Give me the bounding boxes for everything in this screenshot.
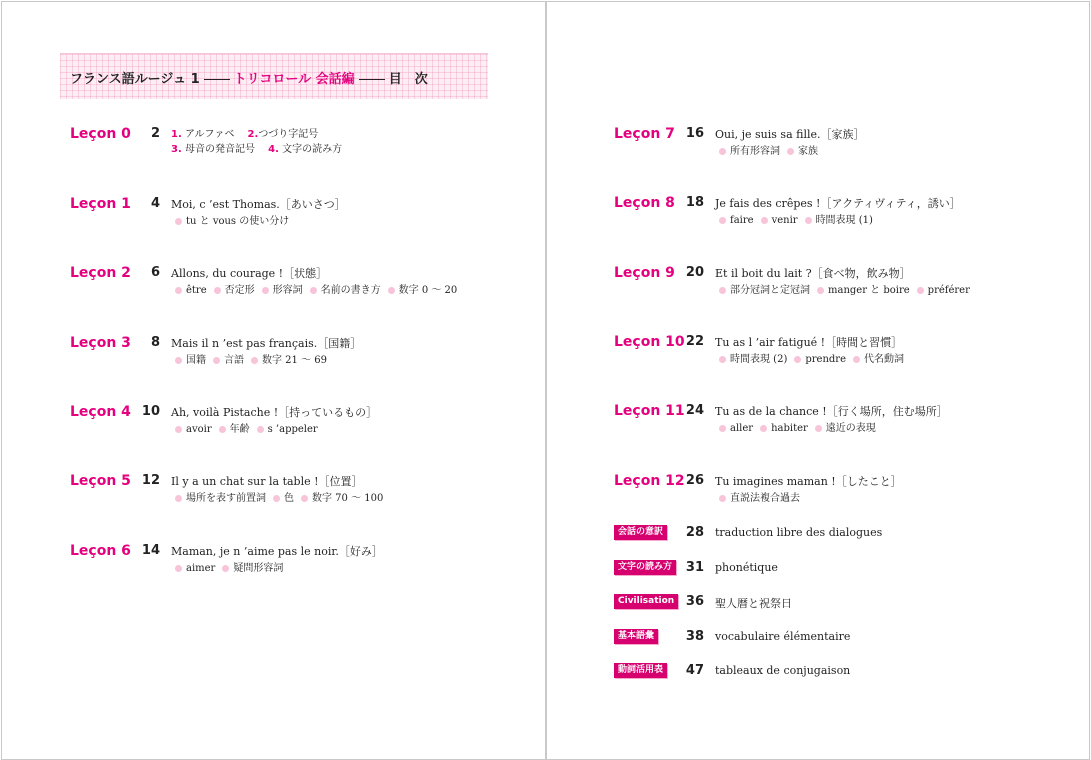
page-number: 12 (141, 473, 160, 489)
bullet-icon (719, 217, 726, 224)
topic-text: 疑問形容詞 (233, 562, 284, 574)
bullet-icon (257, 426, 264, 433)
topic-text: 部分冠詞と定冠詞 (730, 284, 810, 296)
bullet-icon (805, 217, 812, 224)
appendix-title: phonétique (715, 560, 778, 574)
bullet-icon (175, 565, 182, 572)
lesson-label: Leçon 10 (614, 333, 685, 350)
topic-text: aller (730, 423, 754, 435)
right-page (546, 1, 1090, 760)
appendix-title: tableaux de conjugaison (715, 664, 851, 677)
bullet-icon (787, 148, 794, 155)
lesson-topics (715, 281, 973, 296)
page-number: 22 (685, 333, 704, 349)
bullet-icon (719, 425, 726, 432)
page-number: 4 (150, 196, 160, 211)
topic-text: 場所を表す前置詞 (186, 493, 266, 505)
topic-line (171, 127, 342, 142)
topic-text: 遠近の表現 (825, 423, 876, 435)
topic-text: アルファベ (184, 129, 235, 140)
lesson-title: Je fais des crêpes !［アクティヴィティ，誘い］ (715, 197, 961, 211)
lesson-topics (171, 420, 321, 435)
appendix-title: 聖人暦と祝祭日 (715, 597, 792, 610)
book-title: フランス語ルージュ 1 (70, 72, 200, 87)
topic-number: 1. (171, 129, 182, 140)
lesson-label: Leçon 11 (614, 403, 685, 420)
lesson-title: Ah, voilà Pistache !［持っているもの］ (171, 405, 378, 419)
topic-text: s ’appeler (267, 423, 318, 435)
page-number: 28 (685, 525, 704, 540)
lesson-label: Leçon 8 (614, 195, 675, 212)
appendix-badge: Civilisation (614, 594, 678, 609)
bullet-icon (262, 287, 269, 294)
lesson-label: Leçon 2 (70, 265, 131, 282)
lesson-label: Leçon 3 (70, 334, 131, 351)
dash-separator (204, 79, 230, 81)
page-number: 20 (685, 264, 704, 280)
bullet-icon (175, 357, 182, 364)
bullet-icon (175, 218, 182, 225)
topic-text: tu と vous の使い分け (186, 216, 290, 227)
dash-separator (359, 79, 385, 81)
bullet-icon (175, 495, 182, 502)
topic-number: 4. (268, 144, 279, 155)
bullet-icon (219, 426, 226, 433)
page-number: 14 (141, 542, 160, 558)
topic-line (171, 142, 342, 157)
topic-text: 文字の読み方 (282, 144, 343, 155)
page-number: 31 (685, 559, 704, 575)
lesson-label: Leçon 7 (614, 126, 675, 142)
toc-label: 目 次 (388, 72, 428, 87)
topic-text: aimer (186, 562, 216, 574)
bullet-icon (388, 287, 395, 294)
topic-text: habiter (771, 423, 808, 435)
bullet-icon (719, 287, 726, 294)
lesson-label: Leçon 12 (614, 472, 685, 489)
lesson-topics (715, 419, 879, 434)
toc-header (60, 53, 488, 99)
topic-text: 数字 21 ～ 69 (262, 354, 327, 366)
page-number: 26 (685, 472, 704, 488)
bullet-icon (761, 217, 768, 224)
lesson-topics (715, 211, 876, 226)
lesson-label: Leçon 0 (70, 126, 131, 142)
bullet-icon (175, 287, 182, 294)
topic-text: venir (771, 215, 798, 227)
topic-text: 母音の発音記号 (184, 144, 255, 155)
lesson-topics (715, 142, 821, 157)
appendix-badge: 会話の意訳 (614, 525, 667, 540)
lesson-title: Allons, du courage !［状態］ (171, 267, 328, 281)
book-subtitle: トリコロール 会話編 (233, 72, 355, 87)
page-number: 18 (685, 195, 704, 211)
appendix-title: traduction libre des dialogues (715, 526, 883, 539)
lesson-label: Leçon 5 (70, 473, 131, 490)
lesson-topics (171, 127, 342, 157)
topic-text: manger と boire (828, 284, 910, 296)
bullet-icon (815, 425, 822, 432)
lesson-title: Tu as l ’air fatigué !［時間と習慣］ (715, 335, 903, 349)
topic-text: 直説法複合過去 (730, 492, 800, 504)
lesson-title: Tu imagines maman !［したこと］ (715, 474, 902, 488)
topic-number: 2. (247, 129, 259, 140)
topic-text: 所有形容詞 (730, 146, 780, 157)
topic-text: 年齢 (229, 423, 250, 435)
topic-text: préférer (927, 284, 970, 296)
page-number: 10 (141, 403, 160, 419)
topic-text: 言語 (224, 354, 244, 366)
page-number: 47 (685, 663, 704, 678)
appendix-title: vocabulaire élémentaire (715, 629, 851, 643)
lesson-label: Leçon 4 (70, 403, 131, 420)
lesson-topics (171, 559, 286, 574)
toc-title (70, 68, 428, 87)
bullet-icon (175, 426, 182, 433)
bullet-icon (719, 148, 726, 155)
lesson-title: Et il boit du lait ?［食べ物，飲み物］ (715, 266, 911, 280)
lesson-topics (715, 489, 803, 504)
lesson-title: Mais il n ’est pas français.［国籍］ (171, 336, 362, 350)
left-page (1, 1, 546, 760)
lesson-title: Maman, je n ’aime pas le noir.［好み］ (171, 544, 383, 558)
lesson-topics (171, 212, 292, 227)
topic-number: 3. (171, 144, 182, 155)
topic-text: つづり字記号 (258, 129, 319, 140)
topic-text: 数字 70 ～ 100 (312, 493, 384, 505)
lesson-title: Il y a un chat sur la table !［位置］ (171, 475, 363, 489)
bullet-icon (794, 356, 801, 363)
topic-text: 色 (284, 493, 294, 505)
topic-text: 時間表現 (1) (815, 215, 873, 227)
bullet-icon (719, 495, 726, 502)
page-number: 16 (685, 126, 704, 141)
lesson-label: Leçon 6 (70, 542, 131, 559)
bullet-icon (213, 357, 220, 364)
lesson-topics (171, 281, 460, 296)
topic-text: 形容詞 (272, 285, 303, 297)
lesson-label: Leçon 9 (614, 264, 675, 281)
bullet-icon (310, 287, 317, 294)
page-number: 2 (150, 126, 160, 141)
lesson-label: Leçon 1 (70, 196, 131, 212)
appendix-badge: 基本語彙 (614, 629, 658, 644)
bullet-icon (251, 357, 258, 364)
topic-text: 時間表現 (2) (730, 353, 788, 365)
topic-text: être (186, 285, 207, 297)
topic-text: 家族 (798, 146, 818, 157)
appendix-badge: 動詞活用表 (614, 663, 667, 678)
topic-text: 国籍 (186, 354, 206, 366)
bullet-icon (853, 356, 860, 363)
bullet-icon (222, 565, 229, 572)
bullet-icon (273, 495, 280, 502)
appendix-badge: 文字の読み方 (614, 560, 676, 575)
bullet-icon (301, 495, 308, 502)
bullet-icon (917, 287, 924, 294)
page-number: 8 (150, 334, 160, 350)
lesson-title: Tu as de la chance !［行く場所，住む場所］ (715, 405, 948, 419)
page-number: 38 (685, 628, 704, 644)
lesson-topics (171, 351, 330, 366)
lesson-title: Oui, je suis sa fille.［家族］ (715, 128, 865, 141)
topic-text: faire (730, 215, 754, 227)
bullet-icon (719, 356, 726, 363)
page-number: 24 (685, 403, 704, 419)
topic-text: 代名動詞 (863, 353, 904, 365)
lesson-topics (171, 489, 386, 504)
lesson-title: Moi, c ’est Thomas.［あいさつ］ (171, 198, 346, 211)
topic-text: 否定形 (224, 285, 255, 297)
page-number: 36 (685, 594, 704, 609)
topic-text: prendre (805, 353, 846, 365)
topic-text: avoir (186, 423, 212, 435)
topic-text: 数字 0 ～ 20 (398, 285, 458, 297)
bullet-icon (817, 287, 824, 294)
bullet-icon (214, 287, 221, 294)
lesson-topics (715, 350, 907, 365)
page-number: 6 (150, 265, 160, 281)
bullet-icon (760, 425, 767, 432)
topic-text: 名前の書き方 (320, 285, 381, 297)
